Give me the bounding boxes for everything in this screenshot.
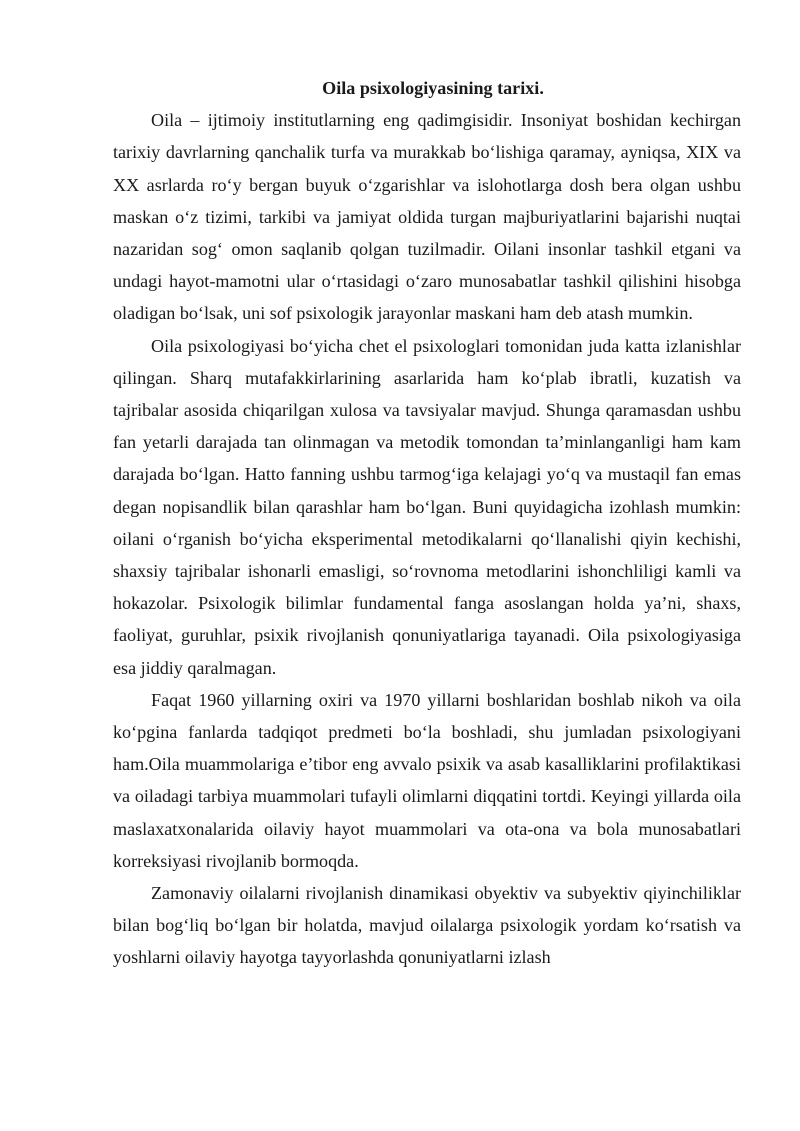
document-title: Oila psixologiyasining tarixi. bbox=[322, 78, 544, 98]
paragraph-4: Zamonaviy oilalarni rivojlanish dinamikasi obyektiv va subyektiv qiyinchiliklar bilan bog‘liq bo‘lgan bir holatda, mavjud oilalarga psixologik yordam ko‘rsatish va yoshlarni oilaviy hayotga tayyorlashda qonuniyatlarni izlash bbox=[113, 883, 741, 968]
paragraph-1: Oila – ijtimoiy institutlarning eng qadimgisidir. Insoniyat boshidan kechirgan tarixiy davrlarning qanchalik turfa va murakkab bo‘lishiga qaramay, ayniqsa, XIX va XX asrlarda ro‘y bergan buyuk o‘zgarishlar va islohotlarga dosh bera olgan ushbu maskan o‘z tizimi, tarkibi va jamiyat oldida turgan majburiyatlarini bajarishi nuqtai nazaridan sog‘ omon saqlanib qolgan tuzilmadir. Oilani insonlar tashkil etgani va undagi hayot-mamotni ular o‘rtasidagi o‘zaro munosabatlar tashkil qilishini hisobga oladigan bo‘lsak, uni sof psixologik jarayonlar maskani ham deb atash mumkin. bbox=[113, 110, 741, 324]
paragraph-3: Faqat 1960 yillarning oxiri va 1970 yillarni boshlaridan boshlab nikoh va oila ko‘pgina fanlarda tadqiqot predmeti bo‘la boshladi, shu jumladan psixologiyani ham.Oila muammolariga e’tibor eng avvalo psixik va asab kasalliklarini profilaktikasi va oiladagi tarbiya muammolari tufayli olimlarni diqqatini tortdi. Keyingi yillarda oila maslaxatxonalarida oilaviy hayot muammolari va ota-ona va bola munosabatlari korreksiyasi rivojlanib bormoqda. bbox=[113, 689, 741, 871]
paragraph-2: Oila psixologiyasi bo‘yicha chet el psixologlari tomonidan juda katta izlanishlar qilingan. Sharq mutafakkirlarining asarlarida ham ko‘plab ibratli, kuzatish va tajribalar asosida chiqarilgan xulosa va tavsiyalar mavjud. Shunga qaramasdan ushbu fan yetarli darajada tan olinmagan va metodik tomondan ta’minlanganligi ham kam darajada bo‘lgan. Hatto fanning ushbu tarmog‘iga kelajagi yo‘q va mustaqil fan emas degan nopisandlik bilan qarashlar ham bo‘lgan. Buni quyidagicha izohlash mumkin: oilani o‘rganish bo‘yicha eksperimental metodikalarni qo‘llanalishi qiyin kechishi, shaxsiy tajribalar ishonarli emasligi, so‘rovnoma metodlarini ishonchliligi kamli va hokazolar. Psixologik bilimlar fundamental fanga asoslangan holda ya’ni, shaxs, faoliyat, guruhlar, psixik rivojlanish qonuniyatlariga tayanadi. Oila psixologiyasiga esa jiddiy qaralmagan. bbox=[113, 335, 741, 678]
document-page bbox=[113, 72, 741, 974]
